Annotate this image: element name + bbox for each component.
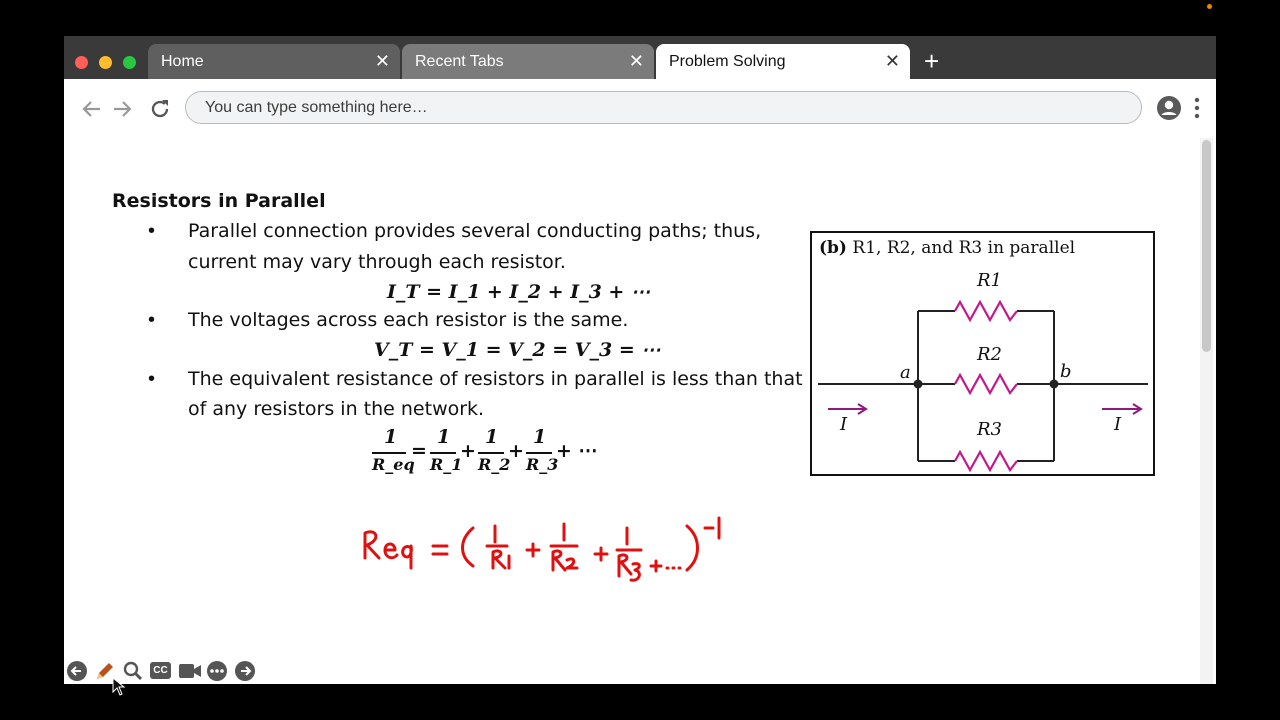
back-icon[interactable]	[67, 661, 87, 681]
new-tab-button[interactable]: +	[924, 46, 940, 76]
voltage-equation: V_T = V_1 = V_2 = V_3 = ⋯	[374, 339, 661, 361]
minimize-window-button[interactable]	[99, 56, 112, 69]
current-label-right: I	[1114, 414, 1122, 435]
status-dot	[1207, 4, 1212, 9]
cc-icon[interactable]: CC	[150, 662, 171, 679]
bullet: •	[148, 220, 156, 242]
label-r2: R2	[977, 344, 1003, 365]
reload-icon[interactable]	[148, 97, 172, 121]
profile-icon[interactable]	[1156, 95, 1182, 121]
figure-caption-prefix: (b)	[819, 238, 847, 258]
tab-recent-tabs[interactable]	[402, 44, 654, 79]
bullet: •	[148, 309, 156, 331]
close-tab-icon[interactable]: ✕	[628, 51, 644, 71]
camera-icon[interactable]	[178, 662, 202, 680]
fraction-numerator: 1	[533, 426, 547, 448]
forward-icon[interactable]	[235, 661, 255, 681]
tab-home[interactable]	[148, 44, 400, 79]
fraction-bar	[372, 452, 406, 454]
fraction-bar	[526, 452, 552, 454]
handwritten-text: Req = ( 1/R1 + 1/R2 + 1/R3 + ... )^-1	[355, 508, 372, 509]
bullet-1-line-1: Parallel connection provides several conducting paths; thus,	[188, 220, 762, 242]
tab-label: Recent Tabs	[415, 53, 504, 70]
figure-caption: R1, R2, and R3 in parallel	[852, 238, 1076, 258]
bullet-3-line-2: of any resistors in the network.	[188, 398, 485, 420]
current-label-left: I	[840, 414, 848, 435]
url-bar[interactable]: You can type something here…	[185, 91, 1142, 124]
node-a-label: a	[900, 362, 911, 383]
mouse-cursor-icon	[112, 677, 126, 697]
forward-arrow-icon[interactable]	[110, 98, 134, 120]
plus-sign: +	[460, 440, 476, 462]
label-r3: R3	[977, 419, 1003, 440]
resistance-equation	[370, 424, 600, 484]
equation-tail: + ⋯	[556, 440, 598, 462]
more-icon[interactable]	[207, 661, 227, 681]
scrollbar-thumb[interactable]	[1202, 140, 1211, 352]
fraction-numerator: 1	[485, 426, 499, 448]
bullet: •	[148, 368, 156, 390]
fraction-bar	[478, 452, 504, 454]
close-tab-icon[interactable]: ✕	[374, 51, 390, 71]
tab-problem-solving[interactable]	[656, 44, 910, 79]
label-r1: R1	[977, 270, 1003, 291]
bullet-3-line-1: The equivalent resistance of resistors in parallel is less than that	[188, 368, 803, 390]
fraction-denominator-r1: R_1	[430, 455, 463, 474]
fraction-denominator-req: R_eq	[372, 455, 415, 474]
fraction-numerator: 1	[437, 426, 451, 448]
slide-title: Resistors in Parallel	[112, 190, 326, 212]
plus-sign: +	[508, 440, 524, 462]
fraction-denominator-r2: R_2	[478, 455, 511, 474]
handwritten-annotation	[355, 508, 735, 593]
node-b-label: b	[1060, 361, 1072, 382]
bullet-2-line-1: The voltages across each resistor is the same.	[188, 309, 629, 331]
current-equation: I_T = I_1 + I_2 + I_3 + ⋯	[387, 281, 650, 303]
fraction-bar	[430, 452, 456, 454]
bullet-1-line-2: current may vary through each resistor.	[188, 251, 566, 273]
tab-label: Problem Solving	[669, 53, 786, 70]
menu-kebab-icon[interactable]	[1193, 96, 1201, 120]
fraction-denominator-r3: R_3	[526, 455, 559, 474]
maximize-window-button[interactable]	[123, 56, 136, 69]
tab-label: Home	[161, 53, 204, 70]
equals-sign: =	[411, 440, 427, 462]
back-arrow-icon[interactable]	[80, 98, 104, 120]
close-tab-icon[interactable]: ✕	[884, 51, 900, 71]
circuit-figure	[810, 231, 1155, 476]
close-window-button[interactable]	[75, 56, 88, 69]
fraction-numerator: 1	[384, 426, 398, 448]
